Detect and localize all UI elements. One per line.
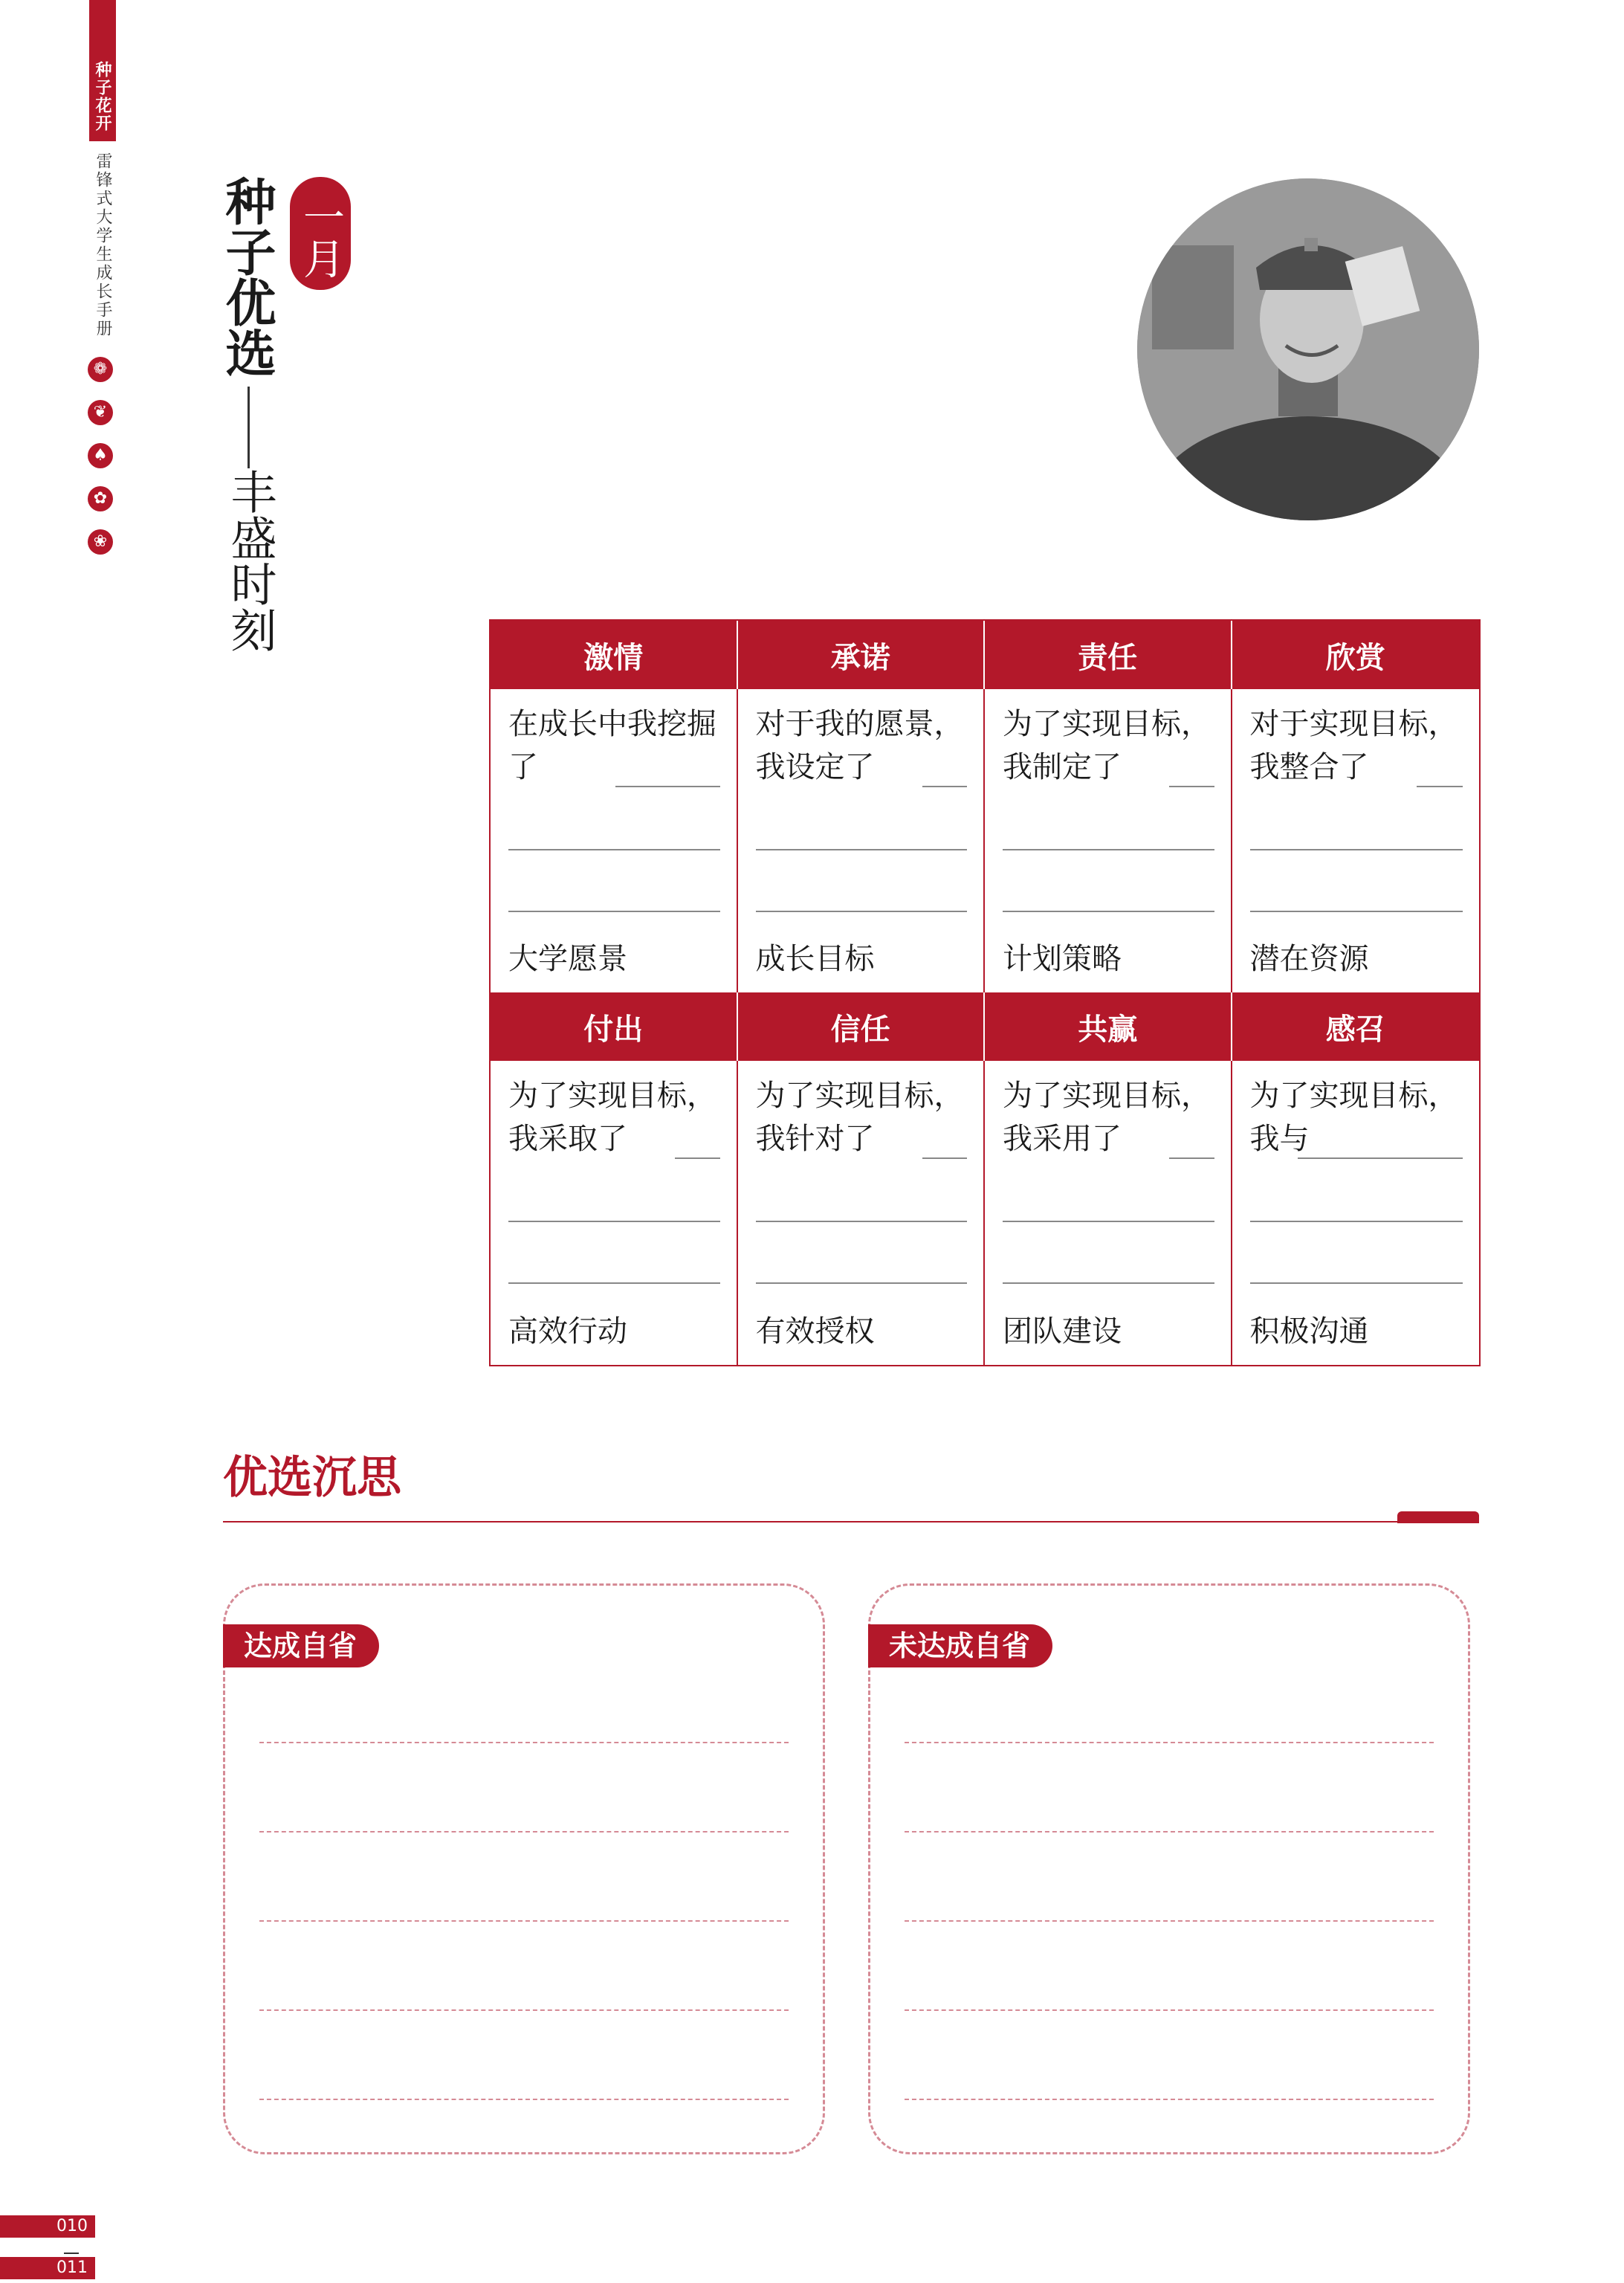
table-cell[interactable] bbox=[491, 1061, 738, 1365]
table-cell[interactable] bbox=[1232, 689, 1480, 992]
section-title: 优选沉思 bbox=[223, 1452, 401, 1504]
fill-line bbox=[756, 1282, 968, 1284]
spine-tab: 种子花开 bbox=[89, 0, 116, 141]
fill-line bbox=[1169, 786, 1214, 787]
cell-prompt: 为了实现目标，我制定了 bbox=[1003, 707, 1211, 784]
growth-table bbox=[489, 619, 1481, 1366]
page-number-top: 010 bbox=[0, 2215, 95, 2238]
fill-line bbox=[1003, 1282, 1214, 1284]
achieved-reflection-box[interactable] bbox=[223, 1583, 825, 2154]
fill-line bbox=[922, 786, 968, 787]
fill-line bbox=[1169, 1157, 1214, 1159]
writing-line bbox=[259, 1920, 789, 1922]
page-number-bottom: 011 bbox=[0, 2257, 95, 2279]
cell-prompt: 在成长中我挖掘了 bbox=[508, 707, 716, 784]
cell-label: 高效行动 bbox=[508, 1314, 627, 1349]
table-header: 欣赏 bbox=[1232, 621, 1480, 689]
fill-line bbox=[922, 1157, 968, 1159]
spine-icon-list bbox=[88, 357, 117, 572]
table-cell[interactable] bbox=[985, 1061, 1232, 1365]
fill-line bbox=[1250, 1282, 1463, 1284]
cell-label: 大学愿景 bbox=[508, 942, 627, 976]
page-title: 种子优选 bbox=[217, 175, 276, 378]
section-divider bbox=[223, 1521, 1479, 1522]
fill-line bbox=[508, 1221, 720, 1222]
month-badge: 一月 bbox=[290, 177, 351, 290]
table-header: 责任 bbox=[985, 621, 1232, 689]
writing-line bbox=[259, 2009, 789, 2011]
fill-line bbox=[1417, 786, 1463, 787]
cell-label: 潜在资源 bbox=[1249, 942, 1369, 976]
table-cell[interactable] bbox=[738, 689, 986, 992]
table-cell[interactable] bbox=[738, 1061, 986, 1365]
fill-line bbox=[675, 1157, 720, 1159]
writing-line bbox=[905, 2099, 1434, 2100]
table-header: 激情 bbox=[491, 621, 738, 689]
seed-icon: ❁ bbox=[88, 357, 113, 382]
cell-prompt: 对于我的愿景，我设定了 bbox=[755, 707, 964, 784]
cell-label: 积极沟通 bbox=[1249, 1314, 1369, 1349]
section-divider-tab bbox=[1397, 1511, 1479, 1523]
fill-line bbox=[1003, 849, 1214, 850]
fill-line bbox=[508, 1282, 720, 1284]
unachieved-reflection-box[interactable] bbox=[868, 1583, 1470, 2154]
fill-line bbox=[756, 911, 968, 912]
cell-prompt: 为了实现目标，我与 bbox=[1249, 1079, 1458, 1156]
fill-line bbox=[756, 1221, 968, 1222]
page-subtitle: 丰盛时刻 bbox=[223, 468, 277, 653]
cell-label: 计划策略 bbox=[1003, 942, 1122, 976]
writing-line bbox=[259, 1831, 789, 1832]
achieved-reflection-label: 达成自省 bbox=[223, 1624, 379, 1667]
fill-line bbox=[1003, 1221, 1214, 1222]
fill-line bbox=[1250, 1221, 1463, 1222]
page-number-separator bbox=[64, 2253, 79, 2254]
fill-line bbox=[756, 849, 968, 850]
writing-line bbox=[905, 1742, 1434, 1743]
table-cell[interactable] bbox=[491, 689, 738, 992]
table-header: 承诺 bbox=[738, 621, 986, 689]
fill-line bbox=[508, 911, 720, 912]
table-header: 感召 bbox=[1232, 992, 1480, 1061]
cell-label: 有效授权 bbox=[755, 1314, 875, 1349]
cell-prompt: 为了实现目标，我采取了 bbox=[508, 1079, 716, 1156]
writing-line bbox=[259, 2099, 789, 2100]
fill-line bbox=[508, 849, 720, 850]
table-header: 信任 bbox=[738, 992, 986, 1061]
cell-label: 团队建设 bbox=[1003, 1314, 1122, 1349]
cell-prompt: 为了实现目标，我采用了 bbox=[1003, 1079, 1211, 1156]
cell-prompt: 对于实现目标，我整合了 bbox=[1249, 707, 1458, 784]
fill-line bbox=[1250, 911, 1463, 912]
fill-line bbox=[615, 786, 720, 787]
cell-prompt: 为了实现目标，我针对了 bbox=[755, 1079, 964, 1156]
fill-line bbox=[1003, 911, 1214, 912]
table-header: 共赢 bbox=[985, 992, 1232, 1061]
fill-line bbox=[1250, 849, 1463, 850]
portrait-image bbox=[1137, 178, 1479, 520]
writing-line bbox=[905, 1831, 1434, 1832]
writing-line bbox=[905, 2009, 1434, 2011]
table-cell[interactable] bbox=[1232, 1061, 1480, 1365]
writing-line bbox=[905, 1920, 1434, 1922]
flower-icon: ✿ bbox=[88, 486, 113, 511]
table-header: 付出 bbox=[491, 992, 738, 1061]
title-divider bbox=[248, 387, 250, 468]
writing-line bbox=[259, 1742, 789, 1743]
fill-line bbox=[1298, 1157, 1463, 1159]
unachieved-reflection-label: 未达成自省 bbox=[868, 1624, 1052, 1667]
leaf-icon: ♠ bbox=[88, 443, 113, 468]
spine-book-title: 雷锋式大学生成长手册 bbox=[94, 152, 112, 338]
sprout-icon: ❦ bbox=[88, 400, 113, 425]
cell-label: 成长目标 bbox=[755, 942, 875, 976]
fruit-icon: ❀ bbox=[88, 529, 113, 555]
table-cell[interactable] bbox=[985, 689, 1232, 992]
